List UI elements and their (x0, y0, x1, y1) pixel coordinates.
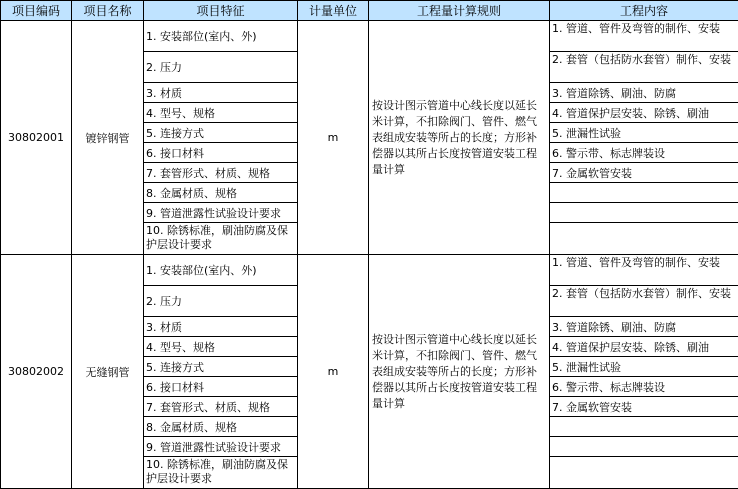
header-item-features: 项目特征 (144, 1, 298, 21)
header-item-name: 项目名称 (72, 1, 144, 21)
work-content-cell: 4. 管道保护层安装、除锈、刷油 (550, 103, 738, 123)
item-code: 30802002 (1, 255, 72, 489)
feature-cell: 2. 压力 (144, 52, 298, 83)
work-content-cell: 6. 警示带、标志牌装设 (550, 143, 738, 163)
feature-cell: 2. 压力 (144, 286, 298, 317)
item-name: 镀锌钢管 (72, 21, 144, 255)
table-row (1, 21, 738, 52)
table-body (1, 21, 738, 489)
work-content-cell: 4. 管道保护层安装、除锈、刷油 (550, 337, 738, 357)
feature-cell: 3. 材质 (144, 83, 298, 103)
work-content-cell (550, 457, 738, 489)
feature-cell: 9. 管道泄露性试验设计要求 (144, 203, 298, 223)
calc-rule-cell: 按设计图示管道中心线长度以延长米计算，不扣除阀门、管件、燃气表组成安装等所占的长度；方形补偿器以其所占长度按管道安装工程量计算 (369, 255, 550, 489)
feature-cell: 7. 套管形式、材质、规格 (144, 163, 298, 183)
work-content-cell: 1. 管道、管件及弯管的制作、安装 (550, 21, 738, 52)
header-row (1, 1, 738, 21)
unit-cell: m (298, 21, 369, 255)
feature-cell: 8. 金属材质、规格 (144, 417, 298, 437)
work-content-cell: 3. 管道除锈、刷油、防腐 (550, 83, 738, 103)
feature-cell: 1. 安装部位(室内、外) (144, 21, 298, 52)
feature-cell: 1. 安装部位(室内、外) (144, 255, 298, 286)
feature-cell: 7. 套管形式、材质、规格 (144, 397, 298, 417)
unit-cell: m (298, 255, 369, 489)
header-work-content: 工程内容 (550, 1, 738, 21)
work-content-cell: 7. 金属软管安装 (550, 163, 738, 183)
work-content-cell: 2. 套管（包括防水套管）制作、安装 (550, 286, 738, 317)
feature-cell: 8. 金属材质、规格 (144, 183, 298, 203)
header-unit: 计量单位 (298, 1, 369, 21)
work-content-cell: 3. 管道除锈、刷油、防腐 (550, 317, 738, 337)
work-content-cell: 5. 泄漏性试验 (550, 123, 738, 143)
feature-cell: 6. 接口材料 (144, 143, 298, 163)
feature-cell: 4. 型号、规格 (144, 103, 298, 123)
table-row (1, 255, 738, 286)
feature-cell: 3. 材质 (144, 317, 298, 337)
work-content-cell: 1. 管道、管件及弯管的制作、安装 (550, 255, 738, 286)
feature-cell: 5. 连接方式 (144, 123, 298, 143)
work-content-cell (550, 203, 738, 223)
header-item-code: 项目编码 (1, 1, 72, 21)
feature-cell: 9. 管道泄露性试验设计要求 (144, 437, 298, 457)
work-content-cell (550, 183, 738, 203)
feature-cell: 6. 接口材料 (144, 377, 298, 397)
work-content-cell: 2. 套管（包括防水套管）制作、安装 (550, 52, 738, 83)
work-content-cell (550, 223, 738, 255)
header-calc-rule: 工程量计算规则 (369, 1, 550, 21)
work-content-cell: 7. 金属软管安装 (550, 397, 738, 417)
work-content-cell (550, 417, 738, 437)
work-content-cell (550, 437, 738, 457)
work-content-cell: 5. 泄漏性试验 (550, 357, 738, 377)
feature-cell: 10. 除锈标准，刷油防腐及保护层设计要求 (144, 457, 298, 489)
work-content-cell: 6. 警示带、标志牌装设 (550, 377, 738, 397)
calc-rule-cell: 按设计图示管道中心线长度以延长米计算，不扣除阀门、管件、燃气表组成安装等所占的长度；方形补偿器以其所占长度按管道安装工程量计算 (369, 21, 550, 255)
feature-cell: 5. 连接方式 (144, 357, 298, 377)
feature-cell: 4. 型号、规格 (144, 337, 298, 357)
item-code: 30802001 (1, 21, 72, 255)
feature-cell: 10. 除锈标准，刷油防腐及保护层设计要求 (144, 223, 298, 255)
item-name: 无缝钢管 (72, 255, 144, 489)
